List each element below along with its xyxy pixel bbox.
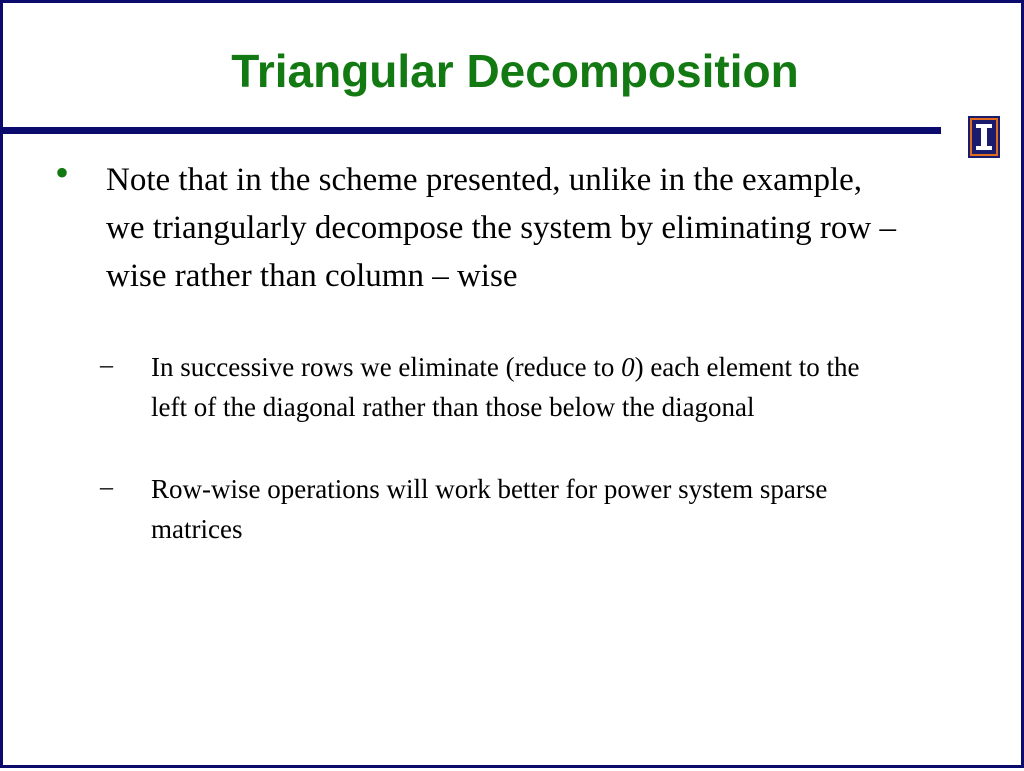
slide-title: Triangular Decomposition — [231, 45, 799, 97]
bullet-marker: • — [55, 150, 70, 195]
subbullet-text-part: ) each element to the left of the diagonal rather than those below the diagonal — [151, 352, 860, 422]
subbullet-marker: – — [100, 350, 113, 379]
slide-body — [3, 3, 1024, 771]
subbullet-text-part: In successive rows we eliminate (reduce to — [151, 352, 622, 382]
subbullet-text: Row-wise operations will work better for power system sparse matrices — [151, 474, 828, 544]
subbullet-italic-zero: 0 — [621, 352, 635, 382]
bullet-text: Note that in the scheme presented, unlike in the example, we triangularly decompose the system by eliminating row – wise rather than column – wise — [106, 162, 896, 294]
subbullet-marker: – — [100, 472, 113, 501]
subbullet-text — [151, 347, 871, 427]
